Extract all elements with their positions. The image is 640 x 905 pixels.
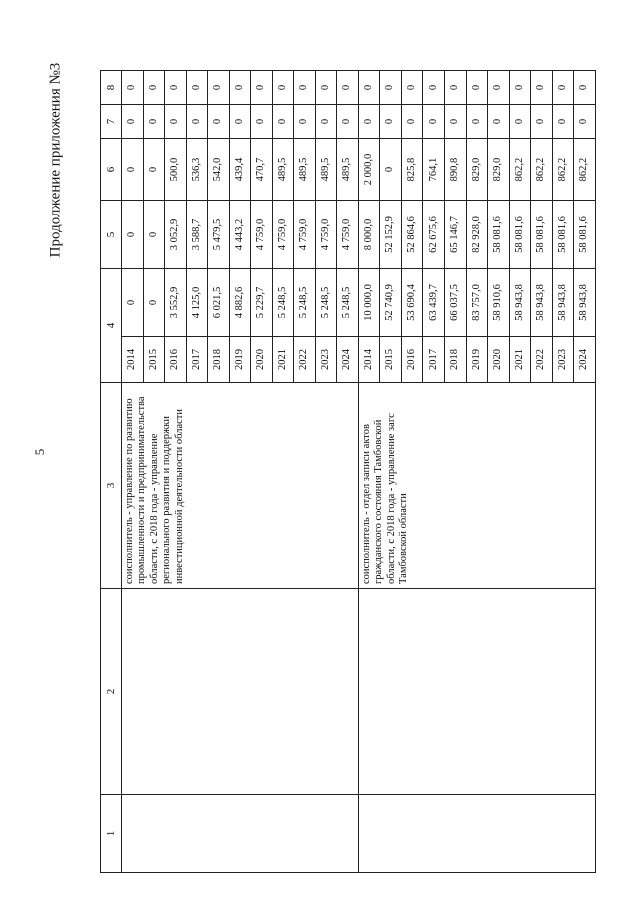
- cell-col8: 0: [423, 71, 445, 105]
- cell-federal: 4 759,0: [294, 201, 316, 269]
- cell-total: 83 757,0: [466, 269, 488, 337]
- cell-federal: 58 081,6: [488, 201, 510, 269]
- cell-col8: 0: [358, 71, 380, 105]
- cell-year: 2018: [208, 337, 230, 383]
- cell-total: 10 000,0: [358, 269, 380, 337]
- cell-col7: 0: [143, 105, 165, 139]
- cell-total: 58 910,6: [488, 269, 510, 337]
- cell-regional: 825,8: [401, 139, 423, 201]
- cell-col7: 0: [337, 105, 359, 139]
- cell-year: 2015: [380, 337, 402, 383]
- table-row: [358, 71, 380, 873]
- cell-federal: 0: [122, 201, 144, 269]
- cell-year: 2024: [574, 337, 596, 383]
- cell-federal: 5 479,5: [208, 201, 230, 269]
- cell-federal: 4 759,0: [315, 201, 337, 269]
- group-col-1: [122, 795, 359, 873]
- table-header: [101, 71, 122, 873]
- cell-federal: 4 759,0: [251, 201, 273, 269]
- header-col-7: 7: [101, 105, 122, 139]
- cell-federal: 62 675,6: [423, 201, 445, 269]
- cell-federal: 58 081,6: [531, 201, 553, 269]
- cell-year: 2019: [466, 337, 488, 383]
- cell-col8: 0: [186, 71, 208, 105]
- cell-col8: 0: [488, 71, 510, 105]
- cell-col8: 0: [208, 71, 230, 105]
- cell-total: 63 439,7: [423, 269, 445, 337]
- cell-col8: 0: [337, 71, 359, 105]
- cell-total: 5 248,5: [337, 269, 359, 337]
- cell-regional: 862,2: [574, 139, 596, 201]
- cell-col7: 0: [423, 105, 445, 139]
- cell-col8: 0: [466, 71, 488, 105]
- cell-year: 2019: [229, 337, 251, 383]
- cell-col8: 0: [509, 71, 531, 105]
- header-col-1: 1: [101, 795, 122, 873]
- cell-total: 0: [122, 269, 144, 337]
- cell-federal: 65 146,7: [444, 201, 466, 269]
- cell-col7: 0: [552, 105, 574, 139]
- cell-regional: 489,5: [272, 139, 294, 201]
- cell-col8: 0: [143, 71, 165, 105]
- financing-table: [100, 70, 596, 873]
- group-col-2: [358, 589, 595, 795]
- cell-total: 4 882,6: [229, 269, 251, 337]
- cell-regional: 2 000,0: [358, 139, 380, 201]
- cell-col8: 0: [552, 71, 574, 105]
- cell-total: 5 248,5: [272, 269, 294, 337]
- cell-col8: 0: [531, 71, 553, 105]
- cell-federal: 8 000,0: [358, 201, 380, 269]
- cell-federal: 4 759,0: [272, 201, 294, 269]
- cell-total: 53 690,4: [401, 269, 423, 337]
- cell-col7: 0: [294, 105, 316, 139]
- cell-total: 5 248,5: [315, 269, 337, 337]
- cell-col7: 0: [251, 105, 273, 139]
- cell-col8: 0: [165, 71, 187, 105]
- cell-total: 58 943,8: [509, 269, 531, 337]
- table-row: [122, 71, 144, 873]
- cell-year: 2016: [165, 337, 187, 383]
- cell-federal: 82 928,0: [466, 201, 488, 269]
- cell-regional: 0: [143, 139, 165, 201]
- cell-col8: 0: [229, 71, 251, 105]
- cell-total: 4 125,0: [186, 269, 208, 337]
- cell-federal: 4 443,2: [229, 201, 251, 269]
- cell-col8: 0: [315, 71, 337, 105]
- cell-total: 5 229,7: [251, 269, 273, 337]
- table-body: [122, 71, 596, 873]
- page-number: 5: [32, 448, 47, 456]
- header-col-5: 5: [101, 201, 122, 269]
- cell-col7: 0: [531, 105, 553, 139]
- cell-federal: 0: [143, 201, 165, 269]
- cell-year: 2015: [143, 337, 165, 383]
- cell-regional: 0: [380, 139, 402, 201]
- cell-regional: 500,0: [165, 139, 187, 201]
- cell-regional: 829,0: [488, 139, 510, 201]
- cell-regional: 542,0: [208, 139, 230, 201]
- cell-total: 58 943,8: [531, 269, 553, 337]
- cell-col8: 0: [272, 71, 294, 105]
- cell-federal: 3 588,7: [186, 201, 208, 269]
- cell-col8: 0: [380, 71, 402, 105]
- cell-col8: 0: [122, 71, 144, 105]
- cell-regional: 536,3: [186, 139, 208, 201]
- cell-federal: 52 864,6: [401, 201, 423, 269]
- cell-year: 2020: [251, 337, 273, 383]
- cell-col7: 0: [444, 105, 466, 139]
- cell-year: 2023: [315, 337, 337, 383]
- cell-year: 2020: [488, 337, 510, 383]
- cell-col7: 0: [509, 105, 531, 139]
- cell-year: 2022: [531, 337, 553, 383]
- header-col-8: 8: [101, 71, 122, 105]
- cell-total: 52 740,9: [380, 269, 402, 337]
- cell-col7: 0: [574, 105, 596, 139]
- cell-col8: 0: [401, 71, 423, 105]
- cell-federal: 3 052,9: [165, 201, 187, 269]
- cell-total: 6 021,5: [208, 269, 230, 337]
- header-col-2: 2: [101, 589, 122, 795]
- cell-year: 2017: [186, 337, 208, 383]
- cell-total: 66 037,5: [444, 269, 466, 337]
- cell-regional: 890,8: [444, 139, 466, 201]
- continuation-title: Продолжение приложения №3: [47, 62, 64, 258]
- document-table-frame: [100, 71, 596, 873]
- cell-regional: 862,2: [531, 139, 553, 201]
- cell-regional: 489,5: [337, 139, 359, 201]
- header-col-6: 6: [101, 139, 122, 201]
- cell-year: 2018: [444, 337, 466, 383]
- cell-regional: 470,7: [251, 139, 273, 201]
- cell-col8: 0: [251, 71, 273, 105]
- cell-total: 3 552,9: [165, 269, 187, 337]
- cell-federal: 4 759,0: [337, 201, 359, 269]
- cell-col8: 0: [574, 71, 596, 105]
- executor-text: соисполнитель - отдел записи актов гражданского состояния Тамбовской области, с 2018 года - управление загс Тамбовской области: [358, 383, 595, 589]
- cell-federal: 52 152,9: [380, 201, 402, 269]
- cell-col8: 0: [444, 71, 466, 105]
- cell-total: 58 943,8: [574, 269, 596, 337]
- header-col-3: 3: [101, 383, 122, 589]
- cell-regional: 862,2: [552, 139, 574, 201]
- cell-year: 2014: [122, 337, 144, 383]
- cell-federal: 58 081,6: [552, 201, 574, 269]
- cell-col7: 0: [122, 105, 144, 139]
- cell-total: 58 943,8: [552, 269, 574, 337]
- cell-federal: 58 081,6: [509, 201, 531, 269]
- header-col-4: 4: [101, 269, 122, 383]
- cell-regional: 829,0: [466, 139, 488, 201]
- cell-total: 5 248,5: [294, 269, 316, 337]
- cell-col7: 0: [272, 105, 294, 139]
- cell-col7: 0: [315, 105, 337, 139]
- cell-year: 2021: [272, 337, 294, 383]
- cell-federal: 58 081,6: [574, 201, 596, 269]
- cell-col7: 0: [208, 105, 230, 139]
- cell-regional: 0: [122, 139, 144, 201]
- group-col-1: [358, 795, 595, 873]
- cell-col7: 0: [401, 105, 423, 139]
- cell-regional: 439,4: [229, 139, 251, 201]
- cell-year: 2017: [423, 337, 445, 383]
- cell-regional: 862,2: [509, 139, 531, 201]
- cell-col7: 0: [380, 105, 402, 139]
- cell-regional: 489,5: [315, 139, 337, 201]
- cell-year: 2024: [337, 337, 359, 383]
- cell-year: 2021: [509, 337, 531, 383]
- cell-year: 2014: [358, 337, 380, 383]
- cell-regional: 489,5: [294, 139, 316, 201]
- group-col-2: [122, 589, 359, 795]
- cell-regional: 764,1: [423, 139, 445, 201]
- cell-col7: 0: [165, 105, 187, 139]
- cell-col7: 0: [186, 105, 208, 139]
- cell-year: 2016: [401, 337, 423, 383]
- cell-col7: 0: [488, 105, 510, 139]
- cell-col7: 0: [466, 105, 488, 139]
- cell-col7: 0: [358, 105, 380, 139]
- executor-text: соисполнитель - управление по развитию промышленности и предпринимательства области, с 2018 года - управление регионального развития и поддержки инвестиционной деятельности области: [122, 383, 359, 589]
- cell-col8: 0: [294, 71, 316, 105]
- cell-col7: 0: [229, 105, 251, 139]
- cell-year: 2023: [552, 337, 574, 383]
- cell-total: 0: [143, 269, 165, 337]
- cell-year: 2022: [294, 337, 316, 383]
